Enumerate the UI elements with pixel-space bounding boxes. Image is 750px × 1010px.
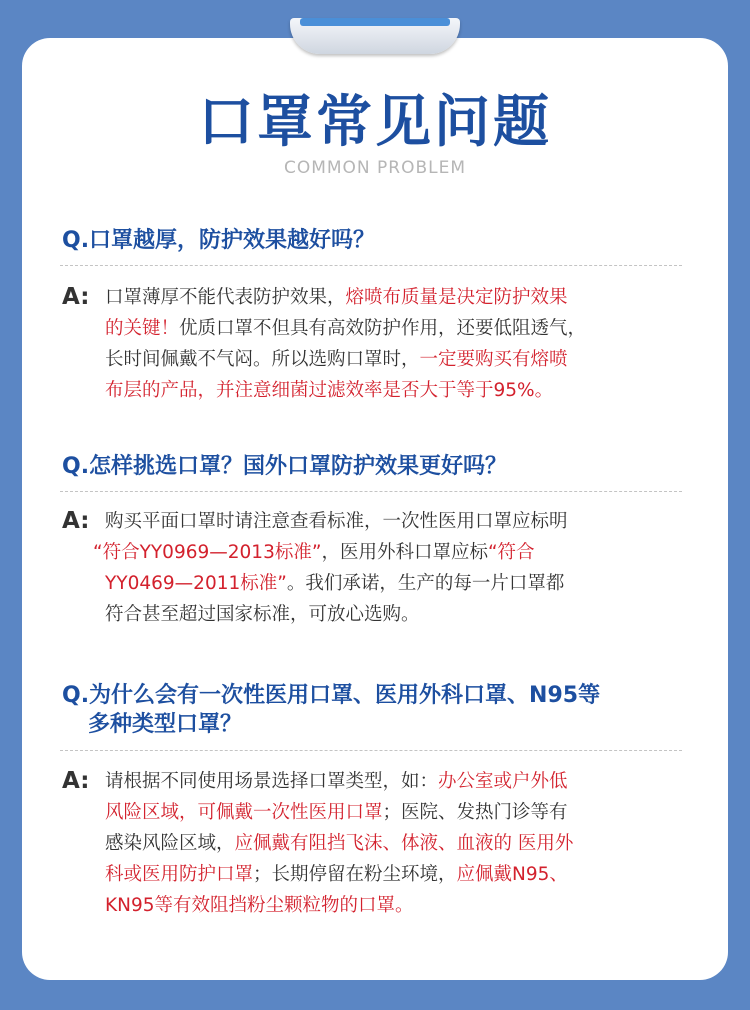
answer-text: 感染风险区域， [105, 833, 235, 854]
answer-text: 。我们承诺，生产的每一片口罩都 [286, 573, 565, 594]
answer-1-line-3 [105, 344, 690, 375]
answer-text: 请根据不同使用场景选择口罩类型，如： [105, 771, 439, 792]
page-title: 口罩常见问题 [198, 90, 552, 155]
answer-text: 口罩薄厚不能代表防护效果， [105, 287, 346, 308]
answer-2-label: A: [62, 508, 90, 534]
question-3-line-2: 多种类型口罩？ [88, 712, 243, 737]
answer-highlight: 科或医用防护口罩 [105, 864, 254, 885]
page-subtitle: COMMON PROBLEM [283, 158, 467, 178]
answer-1-line-2 [105, 313, 690, 344]
answer-highlight: YY0469—2011标准” [105, 573, 287, 594]
answer-2-line-2 [93, 537, 690, 568]
answer-text: ；医院、发热门诊等有 [382, 802, 568, 823]
answer-highlight: 风险区域，可佩戴一次性医用口罩 [105, 802, 383, 823]
answer-3-line-1 [105, 766, 690, 797]
answer-1-line-1 [105, 282, 690, 313]
answer-3-line-4 [105, 859, 690, 890]
divider-2 [60, 491, 682, 492]
answer-text: 长时间佩戴不气闷。所以选购口罩时， [105, 349, 420, 370]
question-2: Q.怎样挑选口罩？国外口罩防护效果更好吗？ [62, 454, 508, 479]
answer-highlight: 应佩戴有阻挡飞沫、体液、血液的 医用外 [234, 833, 574, 854]
answer-highlight: “符合 [487, 542, 535, 563]
answer-1 [105, 282, 690, 406]
answer-text: 优质口罩不但具有高效防护作用，还要低阻透气， [179, 318, 587, 339]
answer-3 [105, 766, 690, 921]
answer-highlight: 一定要购买有熔喷 [419, 349, 568, 370]
answer-highlight: 办公室或户外低 [438, 771, 568, 792]
answer-3-line-5: KN95等有效阻挡粉尘颗粒物的口罩。 [105, 895, 414, 916]
answer-2-line-1: 购买平面口罩时请注意查看标准，一次性医用口罩应标明 [105, 511, 568, 532]
divider-3 [60, 750, 682, 751]
answer-1-label: A: [62, 284, 90, 310]
question-3-line-1: Q.为什么会有一次性医用口罩、医用外科口罩、N95等 [62, 683, 601, 708]
answer-3-line-3 [105, 828, 690, 859]
answer-text: ，医用外科口罩应标 [321, 542, 488, 563]
answer-2 [93, 506, 690, 630]
question-1: Q.口罩越厚，防护效果越好吗？ [62, 228, 376, 253]
answer-3-label: A: [62, 768, 90, 794]
answer-text: ；长期停留在粉尘环境， [253, 864, 457, 885]
answer-2-line-4: 符合甚至超过国家标准，可放心选购。 [105, 604, 420, 625]
answer-1-line-4: 布层的产品，并注意细菌过滤效率是否大于等于95%。 [105, 380, 554, 401]
answer-highlight: 应佩戴N95、 [456, 864, 568, 885]
answer-highlight: 的关键！ [105, 318, 180, 339]
answer-2-line-3 [105, 568, 690, 599]
question-3 [62, 681, 692, 739]
clipboard-clip-bar [300, 18, 450, 26]
answer-highlight: “符合YY0969—2013标准” [93, 542, 322, 563]
divider-1 [60, 265, 682, 266]
answer-3-line-2 [105, 797, 690, 828]
answer-highlight: 熔喷布质量是决定防护效果 [345, 287, 568, 308]
